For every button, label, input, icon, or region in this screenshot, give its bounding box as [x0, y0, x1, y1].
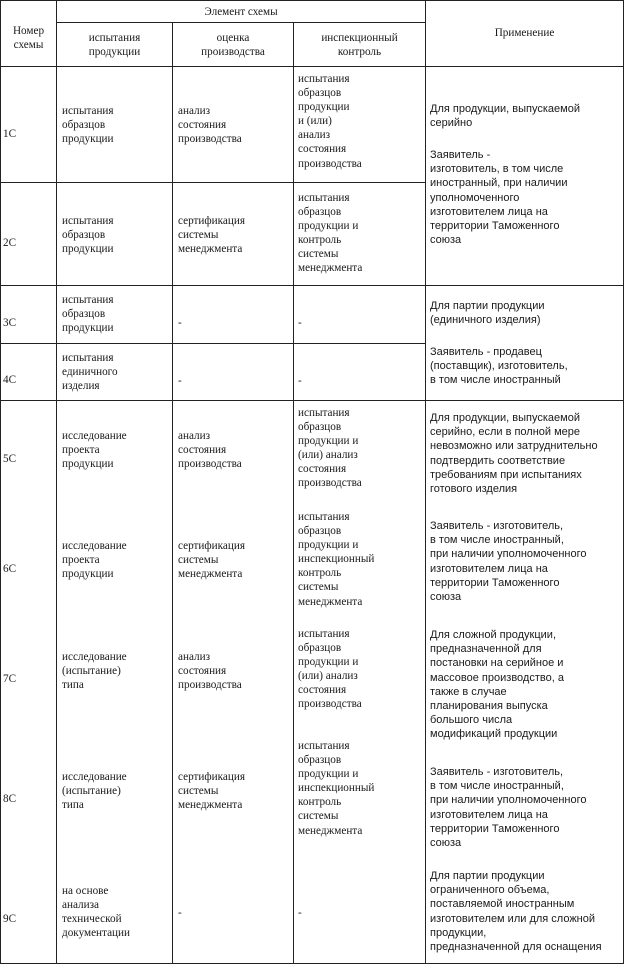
- row-3-testing: испытания образцов продукции: [62, 294, 114, 335]
- row-8-assessment: сертификация системы менеджмента: [178, 771, 245, 812]
- row-7-number: 7С: [3, 673, 17, 685]
- application-serial-applicant: Заявитель - изготовитель, в том числе иностранный, при наличии уполномоченного изготовителем лица на территории Таможенного союза: [430, 149, 568, 247]
- row-7-inspection: испытания образцов продукции и (или) анализ состояния производства: [298, 628, 362, 711]
- rule-element-group: [56, 22, 425, 23]
- rule-row-2: [0, 285, 624, 286]
- row-4-number: 4С: [3, 374, 17, 386]
- rule-col-4: [425, 0, 426, 964]
- row-1-testing: испытания образцов продукции: [62, 105, 114, 146]
- header-element-group: Элемент схемы: [204, 6, 278, 18]
- row-5-number: 5С: [3, 453, 17, 465]
- rule-row-4: [0, 400, 624, 401]
- header-assessment: оценка производства: [201, 32, 265, 59]
- application-batch-use: Для партии продукции (единичного изделия): [430, 300, 545, 327]
- header-scheme-number: Номер схемы: [12, 25, 45, 52]
- row-1-number: 1С: [3, 128, 17, 140]
- rule-header-bottom: [0, 66, 624, 67]
- rule-col-3: [293, 22, 294, 964]
- header-inspection: инспекционный контроль: [321, 32, 398, 59]
- row-4-inspection: -: [298, 375, 302, 387]
- row-2-number: 2С: [3, 237, 17, 249]
- application-design-use: Для продукции, выпускаемой серийно, если в полной мере невозможно или затруднительно подтвердить соответствие требованиям при испытаниях готового изделия: [430, 412, 598, 496]
- rule-col-1: [56, 0, 57, 964]
- row-2-inspection: испытания образцов продукции и контроль системы менеджмента: [298, 192, 363, 275]
- row-5-inspection: испытания образцов продукции и (или) анализ состояния производства: [298, 407, 362, 490]
- row-8-inspection: испытания образцов продукции и инспекционный контроль системы менеджмента: [298, 740, 375, 837]
- row-6-testing: исследование проекта продукции: [62, 540, 127, 581]
- application-type-use: Для сложной продукции, предназначенной для постановки на серийное и массовое производство, а также в случае планирования выпуска большого числа модификаций продукции: [430, 629, 564, 741]
- application-design-applicant: Заявитель - изготовитель, в том числе иностранный, при наличии уполномоченного изготовителем лица на территории Таможенного союза: [430, 520, 587, 604]
- row-3-inspection: -: [298, 317, 302, 329]
- row-1-assessment: анализ состояния производства: [178, 105, 242, 146]
- rule-top: [0, 0, 624, 1]
- row-6-assessment: сертификация системы менеджмента: [178, 540, 245, 581]
- row-8-number: 8С: [3, 793, 17, 805]
- row-2-assessment: сертификация системы менеджмента: [178, 215, 245, 256]
- row-8-testing: исследование (испытание) типа: [62, 771, 127, 812]
- rule-left: [0, 0, 1, 964]
- application-batch-applicant: Заявитель - продавец (поставщик), изготовитель, в том числе иностранный: [430, 346, 568, 387]
- row-5-testing: исследование проекта продукции: [62, 430, 127, 471]
- row-3-number: 3С: [3, 317, 17, 329]
- application-serial-use: Для продукции, выпускаемой серийно: [430, 103, 580, 130]
- row-2-testing: испытания образцов продукции: [62, 215, 114, 256]
- row-4-assessment: -: [178, 375, 182, 387]
- row-7-testing: исследование (испытание) типа: [62, 651, 127, 692]
- header-testing: испытания продукции: [88, 32, 141, 59]
- rule-col-2: [172, 22, 173, 964]
- row-5-assessment: анализ состояния производства: [178, 430, 242, 471]
- row-6-number: 6С: [3, 563, 17, 575]
- row-1-inspection: испытания образцов продукции и (или) анализ состояния производства: [298, 73, 362, 170]
- row-7-assessment: анализ состояния производства: [178, 651, 242, 692]
- row-9-number: 9С: [3, 913, 17, 925]
- header-application: Применение: [494, 27, 555, 39]
- row-9-testing: на основе анализа технической документации: [62, 885, 130, 940]
- row-9-assessment: -: [178, 907, 182, 919]
- application-type-applicant: Заявитель - изготовитель, в том числе иностранный, при наличии уполномоченного изготовителем лица на территории Таможенного союза: [430, 766, 587, 850]
- row-4-testing: испытания единичного изделия: [62, 352, 118, 393]
- application-limited-batch-use: Для партии продукции ограниченного объема, поставляемой иностранным изготовителем или для сложной продукции, предназначенной для оснащения: [430, 870, 602, 954]
- rule-row-3: [0, 343, 425, 344]
- row-3-assessment: -: [178, 317, 182, 329]
- row-9-inspection: -: [298, 907, 302, 919]
- row-6-inspection: испытания образцов продукции и инспекционный контроль системы менеджмента: [298, 511, 375, 608]
- rule-row-1: [0, 182, 425, 183]
